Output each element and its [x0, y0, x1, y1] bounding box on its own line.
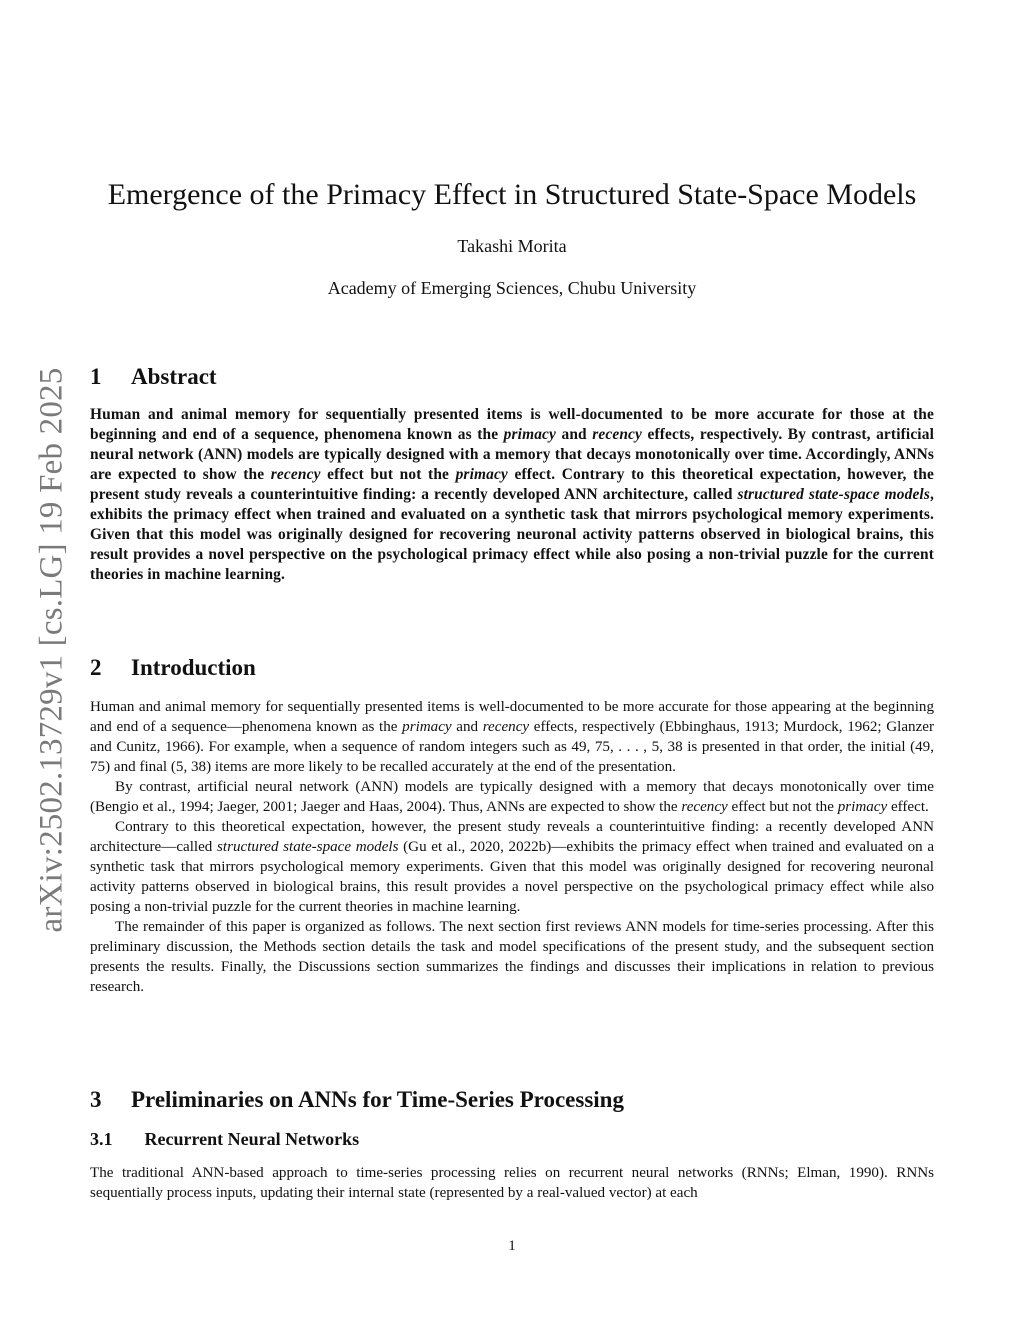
paper-title: Emergence of the Primacy Effect in Structured State-Space Models	[107, 178, 917, 211]
subsection-title: Recurrent Neural Networks	[144, 1129, 360, 1149]
section-title: Introduction	[131, 655, 256, 680]
subsection-number: 3.1	[90, 1129, 113, 1149]
intro-paragraph-4: The remainder of this paper is organized as follows. The next section first reviews ANN models for time-series processing. After this preliminary discussion, the Methods section details the task and model specifications of the present study, and the subsequent section presents the results. Finally, the Discussions section summarizes the findings and discusses their implications in relation to previous research.	[90, 919, 934, 995]
section-title: Preliminaries on ANNs for Time-Series Processing	[131, 1087, 624, 1112]
introduction-body	[90, 697, 934, 997]
section-title: Abstract	[131, 364, 217, 389]
arxiv-identifier[interactable]: arXiv:2502.13729v1 [cs.LG] 19 Feb 2025	[33, 367, 70, 933]
intro-paragraph-1: Human and animal memory for sequentially presented items is well-documented to be more accurate for those appearing at the beginning and end of a sequence—phenomena known as the primacy and recency effects, respectively (Ebbinghaus, 1913; Murdock, 1962; Glanzer and Cunitz, 1966). For example, when a sequence of random integers such as 49, 75, . . . , 5, 38 is presented in that order, the initial (49, 75) and final (5, 38) items are more likely to be recalled accurately at the end of the presentation.	[90, 699, 934, 775]
section-number: 2	[90, 655, 102, 680]
introduction-heading	[90, 655, 934, 681]
author-affiliation: Academy of Emerging Sciences, Chubu University	[327, 278, 697, 298]
intro-paragraph-2: By contrast, artificial neural network (ANN) models are typically designed with a memory that decays monotonically over time (Bengio et al., 1994; Jaeger, 2001; Jaeger and Haas, 2004). Thus, ANNs are expected to show the recency effect but not the primacy effect.	[90, 779, 934, 815]
abstract-heading	[90, 364, 934, 390]
rnn-subsection-heading	[90, 1129, 934, 1150]
rnn-body	[90, 1163, 934, 1203]
abstract-paragraph: Human and animal memory for sequentially presented items is well-documented to be more accurate for those at the beginning and end of a sequence, phenomena known as the primacy and recency effects, respectively. By contrast, artificial neural network (ANN) models are typically designed with a memory that decays monotonically over time. Accordingly, ANNs are expected to show the recency effect but not the primacy effect. Contrary to this theoretical expectation, however, the present study reveals a counterintuitive finding: a recently developed ANN architecture, called structured state-space models, exhibits the primacy effect when trained and evaluated on a synthetic task that mirrors psychological memory experiments. Given that this model was originally designed for recovering neuronal activity patterns observed in biological brains, this result provides a novel perspective on the psychological primacy effect while also posing a non-trivial puzzle for the current theories in machine learning.	[90, 406, 934, 583]
preliminaries-heading	[90, 1087, 934, 1113]
abstract-body	[90, 405, 934, 585]
section-number: 3	[90, 1087, 102, 1112]
rnn-paragraph: The traditional ANN-based approach to time-series processing relies on recurrent neural networks (RNNs; Elman, 1990). RNNs sequentially process inputs, updating their internal state (represented by a real-valued vector) at each	[90, 1165, 934, 1201]
author-name: Takashi Morita	[457, 236, 567, 256]
page-number: 1	[508, 1238, 516, 1254]
intro-paragraph-3: Contrary to this theoretical expectation, however, the present study reveals a counterintuitive finding: a recently developed ANN architecture—called structured state-space models (Gu et al., 2020, 2022b)—exhibits the primacy effect when trained and evaluated on a synthetic task that mirrors psychological memory experiments. Given that this model was originally designed for recovering neuronal activity patterns observed in biological brains, this result provides a novel perspective on the psychological primacy effect while also posing a non-trivial puzzle for the current theories in machine learning.	[90, 819, 935, 915]
section-number: 1	[90, 364, 102, 389]
